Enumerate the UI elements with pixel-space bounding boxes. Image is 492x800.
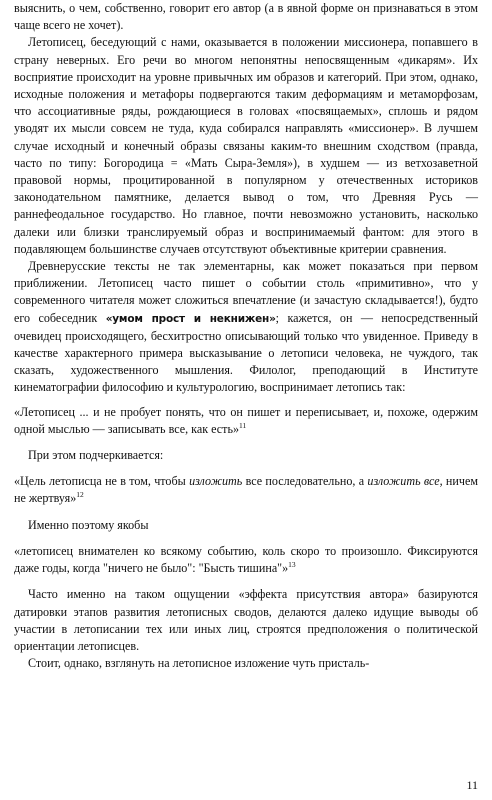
quote-2: [14, 473, 478, 507]
quote-1-text: «Летописец ... и не пробует понять, что он пишет и переписывает, и, похоже, одержим одной мыслью — записывать все, как есть»: [14, 404, 478, 436]
quote-2-text-c: ничем не жертвуя»: [14, 474, 478, 506]
paragraph-2: Летописец, беседующий с нами, оказывается в положении миссионера, попавшего в страну неверных. Его речи во многом непонятны непосвященным «дикарям». Их восприятие происходит на уровне привычных им образов и категорий. При этом, однако, исходные положения и метафоры подвергаются таким деформациям и метаморфозам, что ассоциативные ряды, рождающиеся в головах «посвящаемых», сплошь и рядом уводят их мысли совсем не туда, куда собирался направлять «миссионер». В лучшем случае исходный и конечный образы связаны каким-то внешним сходством (правда, часто по типу: Богородица = «Мать Сыра-Земля»), в худшем — из ветхозаветной правовой нормы, процитированной в популярном у отечественных историков законодательном памятнике, делается вывод о том, что Древняя Русь — раннефеодальное государство. Но главное, почти невозможно установить, насколько далеки или близки транслируемый образ и воспринимаемый фантом: для этого в подавляющем большинстве случаев отсутствуют объективные критерии сравнения.: [14, 35, 478, 256]
quote-2-text-a: «Цель летописца не в том, чтобы: [14, 474, 190, 489]
footnote-ref-12: 12: [76, 490, 84, 500]
quote-3: [14, 543, 478, 577]
paragraph-1: выяснить, о чем, собственно, говорит его автор (а в явной форме он признаваться в этом чаще всего не хочет).: [14, 1, 478, 33]
paragraph-6: Часто именно на таком ощущении «эффекта присутствия автора» базируются датировки этапов развития летописных сводов, делаются далеко идущие выводы об участии в летописании тех или иных лиц, строятся предположения о политической ориентации летописцев.: [14, 587, 478, 653]
body-text: [14, 0, 478, 672]
footnote-ref-13: 13: [288, 560, 296, 570]
quote-2-emphasis-b: изложить все,: [367, 474, 443, 489]
paragraph-4: При этом подчеркивается:: [28, 448, 164, 463]
paragraph-5: Именно поэтому якобы: [28, 517, 149, 532]
quote-2-text-b: все последовательно, а: [242, 474, 368, 489]
paragraph-3: [14, 258, 478, 397]
footnote-ref-11: 11: [239, 420, 247, 430]
quote-1: [14, 404, 478, 438]
page-number: 11: [466, 777, 478, 792]
paragraph-7: Стоит, однако, взглянуть на летописное изложение чуть присталь-: [28, 656, 370, 671]
paragraph-3-text-b: ; кажется, он — непосредственный очевидец происходящего, бесхитростно описывающий только что увиденное. Приведу в качестве характерного примера высказывание о летописи человека, не чуждого, так сказать, художественного мышления. Филолог, преподающий в Институте кинематографии философию и культурологию, воспринимает летопись так:: [14, 310, 478, 395]
quote-3-text: «летописец внимателен ко всякому событию, коль скоро то произошло. Фиксируются даже годы, когда "ничего не было": "Бысть тишина"»: [14, 543, 478, 576]
handwritten-insertion: «умом прост и некнижен»: [105, 312, 276, 325]
quote-2-emphasis-a: изложить: [189, 474, 243, 489]
paragraph-3-text-a: Древнерусские тексты не так элементарны, как может показаться при первом приближении. Летописец часто пишет о событии столь «примитивно», что у современного читателя может сложиться впечатление (и зачастую складывается!), будто его собеседник: [14, 259, 478, 325]
